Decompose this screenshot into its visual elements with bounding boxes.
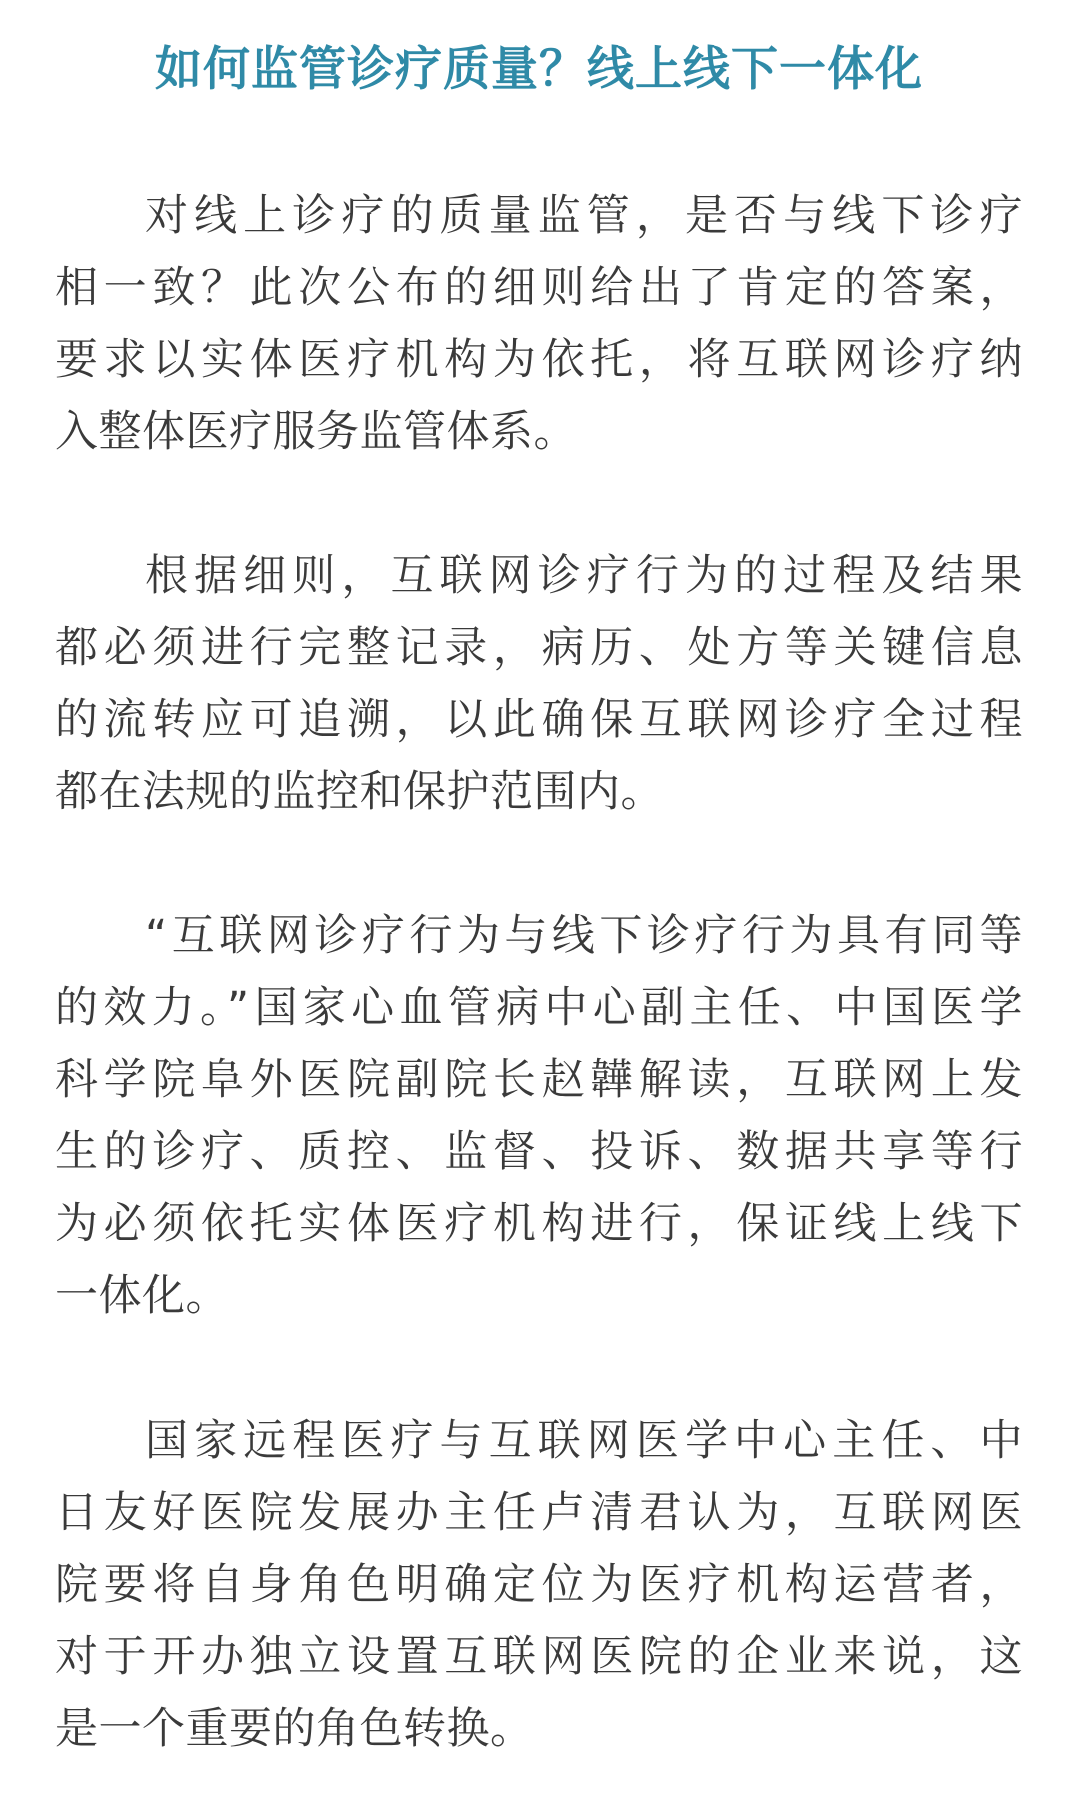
paragraph-line: 都必须进行完整记录，病历、处方等关键信息: [55, 623, 1023, 673]
paragraph-line: 要求以实体医疗机构为依托，将互联网诊疗纳: [55, 335, 1023, 385]
paragraph-line: 的效力。”国家心血管病中心副主任、中国医学: [55, 983, 1023, 1033]
paragraph-1: [55, 180, 1023, 468]
paragraph-line: 根据细则，互联网诊疗行为的过程及结果: [145, 551, 1023, 601]
paragraph-line: 一体化。: [55, 1271, 229, 1321]
section-heading: 如何监管诊疗质量？线上线下一体化: [155, 42, 923, 97]
paragraph-3: [55, 900, 1023, 1332]
paragraph-line: 为必须依托实体医疗机构进行，保证线上线下: [55, 1199, 1023, 1249]
paragraph-line: 是一个重要的角色转换。: [55, 1704, 534, 1754]
paragraph-line: 科学院阜外医院副院长赵韡解读，互联网上发: [55, 1055, 1023, 1105]
paragraph-line: “互联网诊疗行为与线下诊疗行为具有同等: [145, 911, 1023, 961]
paragraph-line: 入整体医疗服务监管体系。: [55, 407, 577, 457]
paragraph-line: 相一致？此次公布的细则给出了肯定的答案，: [55, 263, 1023, 313]
paragraph-line: 都在法规的监控和保护范围内。: [55, 767, 664, 817]
paragraph-line: 的流转应可追溯，以此确保互联网诊疗全过程: [55, 695, 1023, 745]
paragraph-line: 院要将自身角色明确定位为医疗机构运营者，: [55, 1560, 1023, 1610]
paragraph-line: 生的诊疗、质控、监督、投诉、数据共享等行: [55, 1127, 1023, 1177]
paragraph-line: 对于开办独立设置互联网医院的企业来说，这: [55, 1632, 1023, 1682]
paragraph-line: 对线上诊疗的质量监管，是否与线下诊疗: [145, 191, 1023, 241]
paragraph-line: 日友好医院发展办主任卢清君认为，互联网医: [55, 1488, 1023, 1538]
paragraph-2: [55, 540, 1023, 828]
paragraph-line: 国家远程医疗与互联网医学中心主任、中: [145, 1416, 1023, 1466]
paragraph-4: [55, 1405, 1023, 1765]
